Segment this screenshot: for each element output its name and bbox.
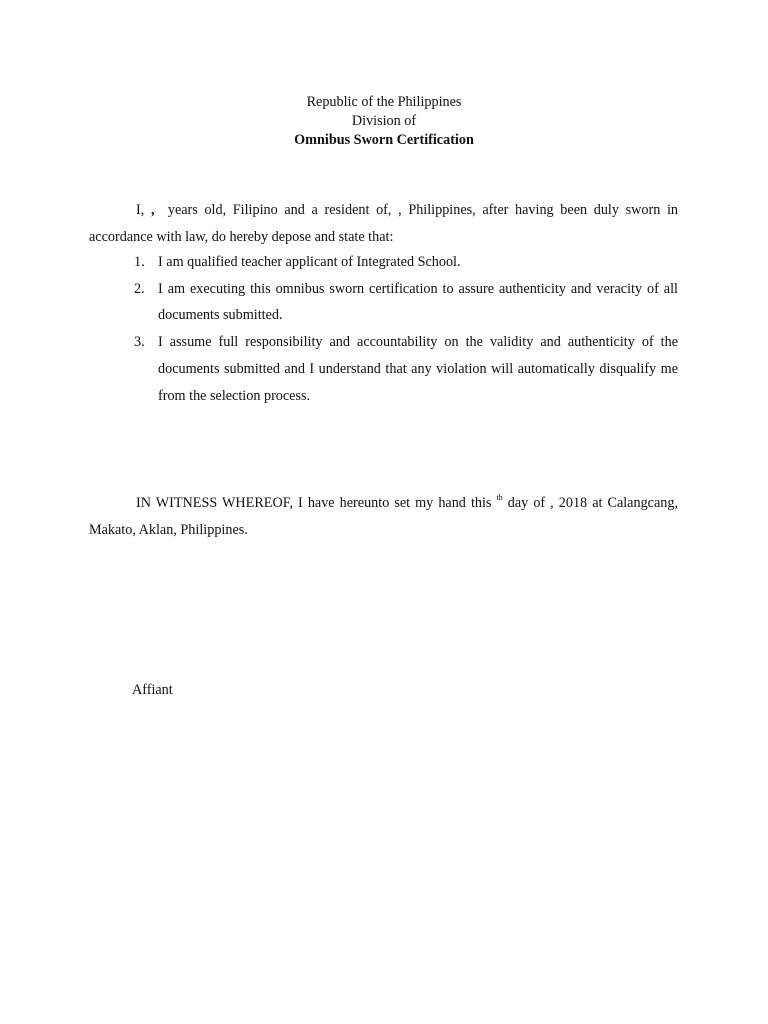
document-header bbox=[0, 93, 768, 150]
witness-part-1: IN WITNESS WHEREOF, I have hereunto set my hand this bbox=[136, 495, 492, 511]
list-item-number: 2. bbox=[134, 280, 145, 297]
witness-paragraph bbox=[89, 490, 678, 543]
intro-bold-comma: , bbox=[150, 202, 155, 218]
document-title: Omnibus Sworn Certification bbox=[294, 132, 474, 148]
intro-part-1: I, bbox=[136, 202, 145, 218]
list-item bbox=[89, 329, 678, 409]
list-item bbox=[89, 249, 678, 276]
affiant-label: Affiant bbox=[132, 682, 173, 698]
intro-part-2: years old, Filipino and a resident of, , Philippines, after having been duly sworn in accordance with law, do hereby depose and state that: bbox=[89, 202, 679, 245]
list-item-number: 3. bbox=[134, 334, 145, 351]
witness-part-2: day of , 2018 at Calangcang, Makato, Aklan, Philippines. bbox=[89, 495, 678, 538]
list-item-text: I am executing this omnibus sworn certification to assure authenticity and veracity of all documents submitted. bbox=[158, 280, 678, 324]
list-item-text: I am qualified teacher applicant of Integrated School. bbox=[158, 254, 461, 270]
header-division: Division of bbox=[351, 113, 417, 129]
list-item bbox=[89, 276, 678, 329]
list-item-text: I assume full responsibility and accountability on the validity and authenticity of the documents submitted and I understand that any violation will automatically disqualify me from the selection process. bbox=[158, 334, 678, 404]
list-item-number: 1. bbox=[134, 254, 145, 270]
header-country: Republic of the Philippines bbox=[306, 94, 462, 110]
statement-list bbox=[89, 249, 678, 409]
intro-paragraph bbox=[89, 197, 678, 250]
witness-superscript: th bbox=[496, 493, 503, 502]
